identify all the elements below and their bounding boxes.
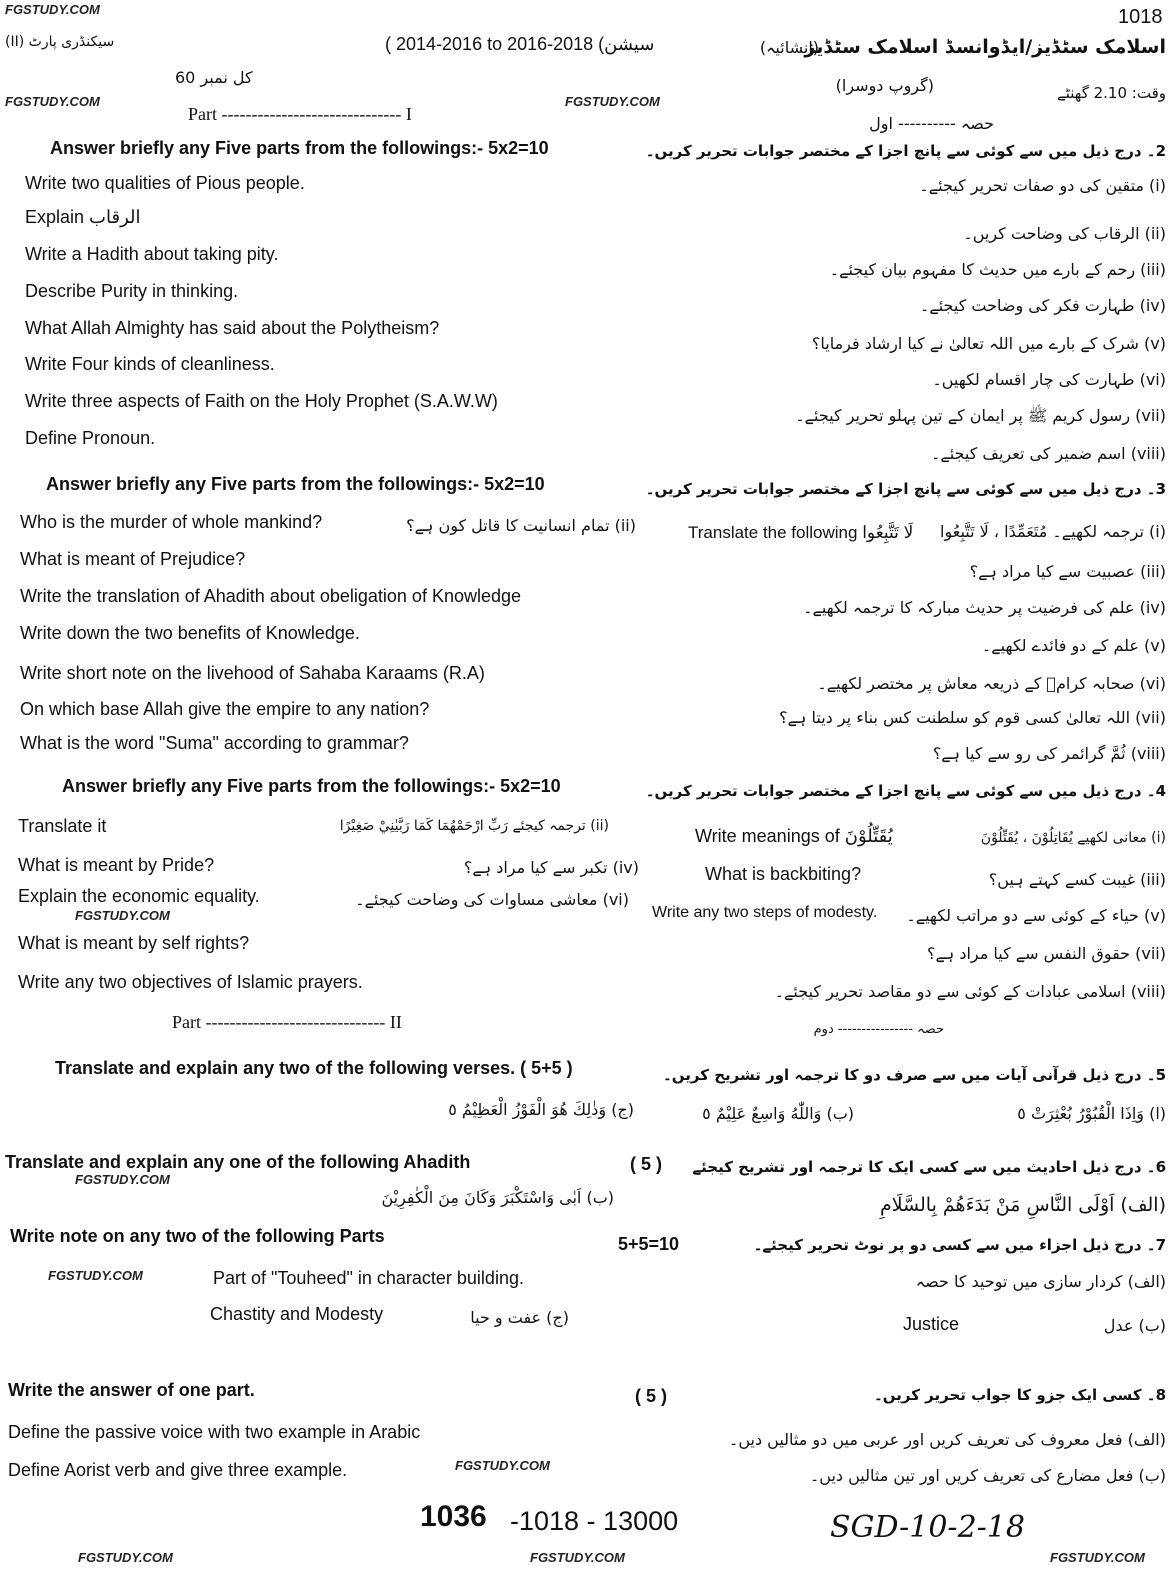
group-label: (گروپ دوسرا): [835, 76, 934, 95]
q7-item-en: Part of "Touheed" in character building.: [213, 1268, 524, 1288]
footer-numbers: -1018 - 13000: [510, 1506, 679, 1536]
q2-item-en: Write three aspects of Faith on the Holy Prophet (S.A.W.W): [25, 391, 498, 411]
q3-item-ur: (v) علم کے دو فائدے لکھیے۔: [981, 636, 1166, 655]
q3-item-ur: (iii) عصبیت سے کیا مراد ہے؟: [969, 562, 1166, 581]
q4-item-en: Write any two steps of modesty.: [652, 904, 878, 921]
watermark: FGSTUDY.COM: [5, 94, 100, 109]
q3-item-en: Write the translation of Ahadith about obeligation of Knowledge: [20, 586, 522, 606]
verse: (ا) وَاِذَا الْقُبُوْرُ بُعْثِرَتْ ٥: [1017, 1104, 1166, 1123]
q7-item-ur: (ب) عدل: [1103, 1316, 1166, 1335]
q4-item-ur: (ii) ترجمہ کیجئے رَبِّ ارْحَمْهُمَا كَمَا رَبَّيٰنِيْ صَغِيْرًا: [339, 818, 609, 834]
q4-item-en: Write meanings of يُقَتِّلُوْنَ: [695, 826, 893, 846]
q3-item-ur: (ii) تمام انسانیت کا قاتل کون ہے؟: [406, 516, 636, 535]
watermark: FGSTUDY.COM: [78, 1550, 173, 1565]
q2-item-ur: (iv) طہارت فکر کی وضاحت کیجئے۔: [919, 296, 1166, 315]
q2-item-ur: (viii) اسم ضمیر کی تعریف کیجئے۔: [930, 444, 1166, 463]
q7-heading: Write note on any two of the following Parts: [10, 1226, 385, 1246]
watermark: FGSTUDY.COM: [1050, 1550, 1145, 1565]
q3-item-ur: (vii) اللہ تعالیٰ کسی قوم کو سلطنت کس بناء پر دیتا ہے؟: [779, 708, 1166, 727]
verse: (ب) وَاللّٰهُ وَاسِعٌ عَلِيْمٌ ٥: [702, 1104, 854, 1123]
q4-item-en: What is meant by Pride?: [18, 855, 215, 875]
q4-item-ur: (viii) اسلامی عبادات کے کوئی سے دو مقاصد تحریر کیجئے۔: [774, 982, 1166, 1001]
q4-item-en: What is meant by self rights?: [18, 933, 250, 953]
q5-heading: Translate and explain any two of the following verses. ( 5+5 ): [55, 1058, 573, 1078]
q6-heading: Translate and explain any one of the following Ahadith: [5, 1152, 471, 1172]
q4-item-ur: (v) حیاء کے کوئی سے دو مراتب لکھیے۔: [906, 906, 1166, 925]
q7-heading-urdu: 7۔ درج ذیل اجزاء میں سے کسی دو پر نوٹ تحریر کیجئے۔: [753, 1236, 1166, 1254]
q8-item-ur: (ب) فعل مضارع کی تعریف کریں اور تین مثالیں دیں۔: [809, 1466, 1166, 1485]
paper-code: 1018: [1118, 6, 1163, 28]
watermark: FGSTUDY.COM: [530, 1550, 625, 1565]
q7-marks: 5+5=10: [618, 1234, 680, 1254]
hadith: (ب) اَبٰى وَاسْتَكْبَرَ وَكَانَ مِنَ الْكٰفِرِيْنَ: [381, 1188, 614, 1207]
q3-item-ur: (i) ترجمہ لکھیے۔ مُتَعَمِّدًا ، لَا تَتَّبِعُوا: [940, 522, 1166, 541]
q2-item-en: Describe Purity in thinking.: [25, 281, 239, 301]
watermark: FGSTUDY.COM: [455, 1458, 550, 1473]
q2-item-ur: (iii) رحم کے بارے میں حدیث کا مفہوم بیان کیجئے۔: [829, 260, 1166, 279]
q2-heading-urdu: 2۔ درج ذیل میں سے کوئی سے پانچ اجزا کے مختصر جوابات تحریر کریں۔: [645, 142, 1166, 160]
q2-item-ur: (vi) طہارت کی چار اقسام لکھیں۔: [932, 370, 1166, 389]
q4-item-ur: (iii) غیبت کسے کہتے ہیں؟: [988, 870, 1166, 889]
q7-item-ur: (ج) عفت و حیا: [470, 1308, 569, 1327]
footer-code: 1036: [420, 1500, 487, 1533]
part-1-heading: Part ------------------------------ I: [188, 104, 412, 124]
paper-type: (انشائیہ): [759, 38, 819, 57]
q3-item-ur: (viii) ثُمَّ گرائمر کی رو سے کیا ہے؟: [932, 744, 1166, 763]
q4-item-en: What is backbiting?: [705, 864, 862, 884]
q4-item-ur: (iv) تکبر سے کیا مراد ہے؟: [463, 858, 639, 877]
q2-item-ur: (v) شرک کے بارے میں اللہ تعالیٰ نے کیا ارشاد فرمایا؟: [811, 334, 1166, 353]
q3-heading-urdu: 3۔ درج ذیل میں سے کوئی سے پانچ اجزا کے مختصر جوابات تحریر کریں۔: [645, 480, 1166, 498]
verse: (ج) وَذٰلِكَ هُوَ الْفَوْزُ الْعَظِيْمُ ٥: [448, 1100, 634, 1119]
q6-heading-urdu: 6۔ درج ذیل احادیث میں سے کسی ایک کا ترجمہ اور تشریح کیجئے: [692, 1158, 1166, 1176]
signature: SGD-10-2-18: [830, 1510, 1025, 1545]
q8-heading-urdu: 8۔ کسی ایک جزو کا جواب تحریر کریں۔: [873, 1386, 1166, 1404]
q3-item-en: Who is the murder of whole mankind?: [20, 512, 323, 532]
q2-item-en: Define Pronoun.: [25, 428, 156, 448]
q4-item-en: Translate it: [18, 816, 107, 836]
session: ( 2014-2016 to 2016-2018 (سیشن: [385, 34, 655, 54]
q7-item-en: Justice: [903, 1314, 960, 1334]
q3-item-en: On which base Allah give the empire to any nation?: [20, 699, 430, 719]
q3-item-en: Write down the two benefits of Knowledge.: [20, 623, 360, 643]
q4-item-en: Explain the economic equality.: [18, 886, 260, 906]
part-1-heading-urdu: حصہ ---------- اول: [869, 114, 994, 133]
q8-item-ur: (الف) فعل معروف کی تعریف کریں اور عربی میں دو مثالیں دیں۔: [728, 1430, 1166, 1449]
class-label: سیکنڈری پارٹ (II): [5, 34, 115, 50]
total-marks: کل نمبر 60: [175, 68, 253, 87]
q2-item-en: Write two qualities of Pious people.: [25, 173, 305, 193]
watermark: FGSTUDY.COM: [48, 1268, 143, 1283]
q8-item-en: Define the passive voice with two example in Arabic: [8, 1422, 421, 1442]
part-2-heading: Part ------------------------------ II: [172, 1012, 402, 1032]
watermark: FGSTUDY.COM: [75, 908, 170, 923]
q6-marks: ( 5 ): [630, 1154, 663, 1174]
q3-item-en: What is the word "Suma" according to grammar?: [20, 733, 409, 753]
q4-item-ur: (i) معانی لکھیے يُقَاتِلُوْنَ ، يُقَتِّلُوْنَ: [980, 830, 1166, 846]
q7-item-en: Chastity and Modesty: [210, 1304, 384, 1324]
q7-item-ur: (الف) کردار سازی میں توحید کا حصہ: [915, 1272, 1166, 1291]
time-label: وقت: 2.10 گھنٹے: [1056, 84, 1166, 102]
watermark: FGSTUDY.COM: [565, 94, 660, 109]
q2-heading: Answer briefly any Five parts from the followings:- 5x2=10: [50, 138, 549, 158]
q2-item-ur: (ii) الرقاب کی وضاحت کریں۔: [963, 224, 1166, 243]
q4-item-ur: (vii) حقوق النفس سے کیا مراد ہے؟: [927, 944, 1166, 963]
q8-heading: Write the answer of one part.: [8, 1380, 255, 1400]
q4-heading-urdu: 4۔ درج ذیل میں سے کوئی سے پانچ اجزا کے مختصر جوابات تحریر کریں۔: [645, 782, 1166, 800]
q8-item-en: Define Aorist verb and give three example.: [8, 1460, 348, 1480]
q3-item-en: Write short note on the livehood of Sahaba Karaams (R.A): [20, 663, 485, 683]
q3-item-ur: (iv) علم کی فرضیت پر حدیث مبارکہ کا ترجمہ لکھیے۔: [803, 598, 1166, 617]
q2-item-en: Write a Hadith about taking pity.: [25, 244, 279, 264]
q4-item-en: Write any two objectives of Islamic prayers.: [18, 972, 363, 992]
q5-heading-urdu: 5۔ درج ذیل قرآنی آیات میں سے صرف دو کا ترجمہ اور تشریح کریں۔: [663, 1066, 1166, 1084]
q3-item-en: What is meant of Prejudice?: [20, 549, 246, 569]
q2-item-ur: (vii) رسول کریم ﷺ پر ایمان کے تین پہلو تحریر کیجئے۔: [795, 406, 1166, 425]
hadith: (الف) اَوْلَى النَّاسِ مَنْ بَدَءَهُمْ بِالسَّلَامِ: [879, 1194, 1166, 1216]
q3-heading: Answer briefly any Five parts from the followings:- 5x2=10: [46, 474, 545, 494]
watermark: FGSTUDY.COM: [5, 2, 100, 17]
q2-item-en: Write Four kinds of cleanliness.: [25, 354, 275, 374]
q8-marks: ( 5 ): [635, 1386, 668, 1406]
q4-heading: Answer briefly any Five parts from the followings:- 5x2=10: [62, 776, 561, 796]
watermark: FGSTUDY.COM: [75, 1172, 170, 1187]
part-2-heading-urdu: حصہ ---------------- دوم: [813, 1022, 944, 1037]
q3-item-ur: (vi) صحابہ کرامؓ کے ذریعہ معاش پر مختصر لکھیے۔: [817, 674, 1166, 693]
q2-item-en: Explain الرقاب: [25, 207, 141, 227]
q2-item-ur: (i) متقین کی دو صفات تحریر کیجئے۔: [919, 176, 1166, 195]
q4-item-ur: (vi) معاشی مساوات کی وضاحت کیجئے۔: [355, 890, 629, 909]
paper-title: اسلامک سٹڈیز/ایڈوانسڈ اسلامک سٹڈیز: [804, 36, 1166, 58]
q3-item-en: Translate the following لَا تَتَّبِعُوا: [688, 523, 914, 542]
q2-item-en: What Allah Almighty has said about the Polytheism?: [25, 318, 440, 338]
